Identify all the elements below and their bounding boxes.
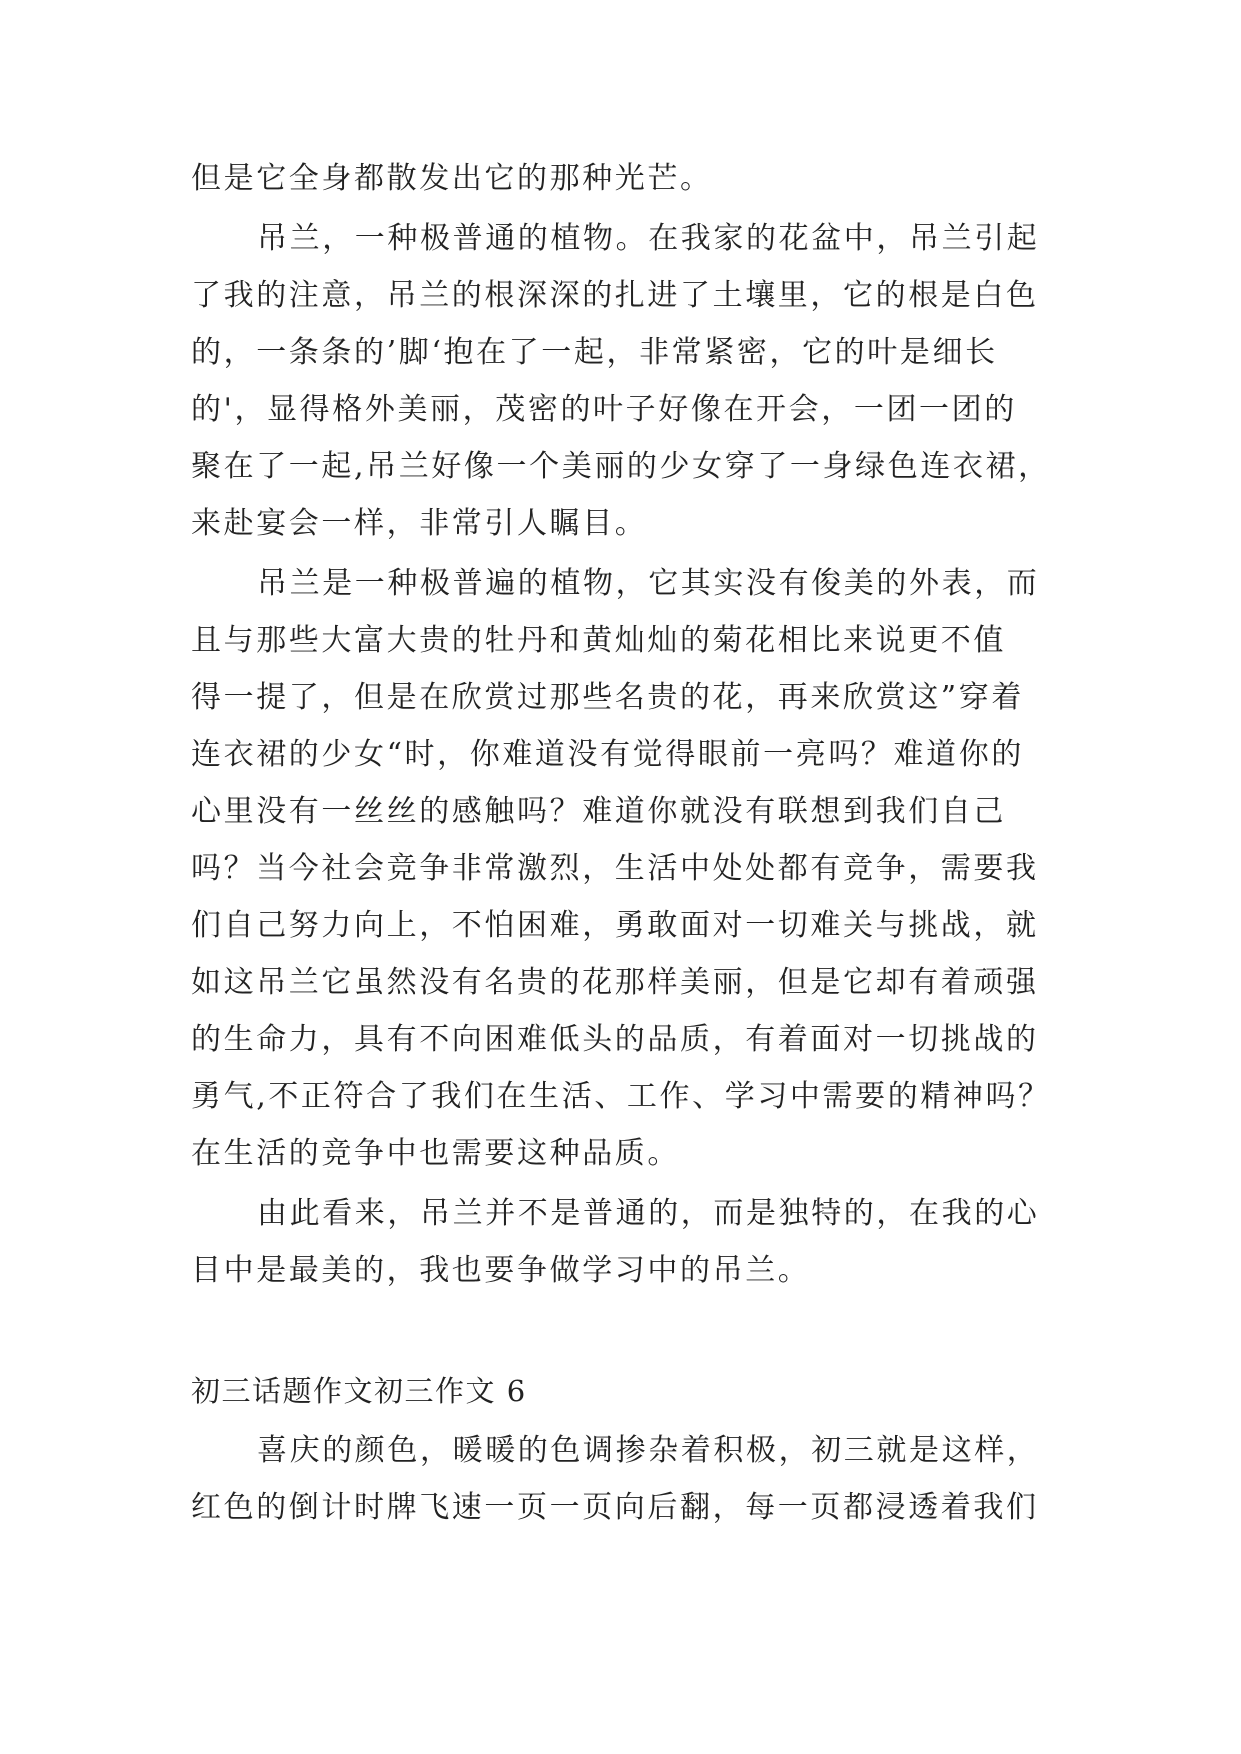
paragraph-line: 的'，显得格外美丽，茂密的叶子好像在开会，一团一团的	[191, 392, 1017, 427]
paragraph-line: 聚在了一起,吊兰好像一个美丽的少女穿了一身绿色连衣裙，	[191, 449, 1051, 484]
paragraph-line: 来赴宴会一样，非常引人瞩目。	[191, 506, 648, 541]
paragraph-line: 如这吊兰它虽然没有名贵的花那样美丽，但是它却有着顽强	[191, 965, 1039, 1000]
paragraph-line: 红色的倒计时牌飞速一页一页向后翻，每一页都浸透着我们	[191, 1490, 1039, 1525]
paragraph-line: 心里没有一丝丝的感触吗？难道你就没有联想到我们自己	[191, 794, 1006, 829]
paragraph-line: 吊兰是一种极普遍的植物，它其实没有俊美的外表，而	[257, 566, 1040, 601]
paragraph-line: 目中是最美的，我也要争做学习中的吊兰。	[191, 1253, 811, 1288]
paragraph-line: 的，一条条的’脚‘抱在了一起，非常紧密，它的叶是细长	[191, 335, 998, 370]
section-heading: 初三话题作文初三作文 6	[191, 1374, 527, 1408]
paragraph-line: 勇气,不正符合了我们在生活、工作、学习中需要的精神吗？	[191, 1079, 1051, 1114]
paragraph-line: 且与那些大富大贵的牡丹和黄灿灿的菊花相比来说更不值	[191, 623, 1006, 658]
paragraph-line: 得一提了，但是在欣赏过那些名贵的花，再来欣赏这”穿着	[191, 680, 1024, 715]
paragraph-line: 们自己努力向上，不怕困难，勇敢面对一切难关与挑战，就	[191, 908, 1039, 943]
paragraph-line: 但是它全身都散发出它的那种光芒。	[191, 161, 713, 196]
paragraph-line: 在生活的竞争中也需要这种品质。	[191, 1136, 680, 1171]
paragraph-line: 由此看来，吊兰并不是普通的，而是独特的，在我的心	[257, 1196, 1040, 1231]
paragraph-line: 连衣裙的少女“时，你难道没有觉得眼前一亮吗？难道你的	[191, 737, 1024, 772]
paragraph-line: 喜庆的颜色，暖暖的色调掺杂着积极，初三就是这样，	[257, 1433, 1040, 1468]
paragraph-line: 的生命力，具有不向困难低头的品质，有着面对一切挑战的	[191, 1022, 1039, 1057]
paragraph-line: 了我的注意，吊兰的根深深的扎进了土壤里，它的根是白色	[191, 278, 1039, 313]
paragraph-line: 吗？当今社会竞争非常激烈，生活中处处都有竞争，需要我	[191, 851, 1039, 886]
paragraph-line: 吊兰，一种极普通的植物。在我家的花盆中，吊兰引起	[257, 221, 1040, 256]
